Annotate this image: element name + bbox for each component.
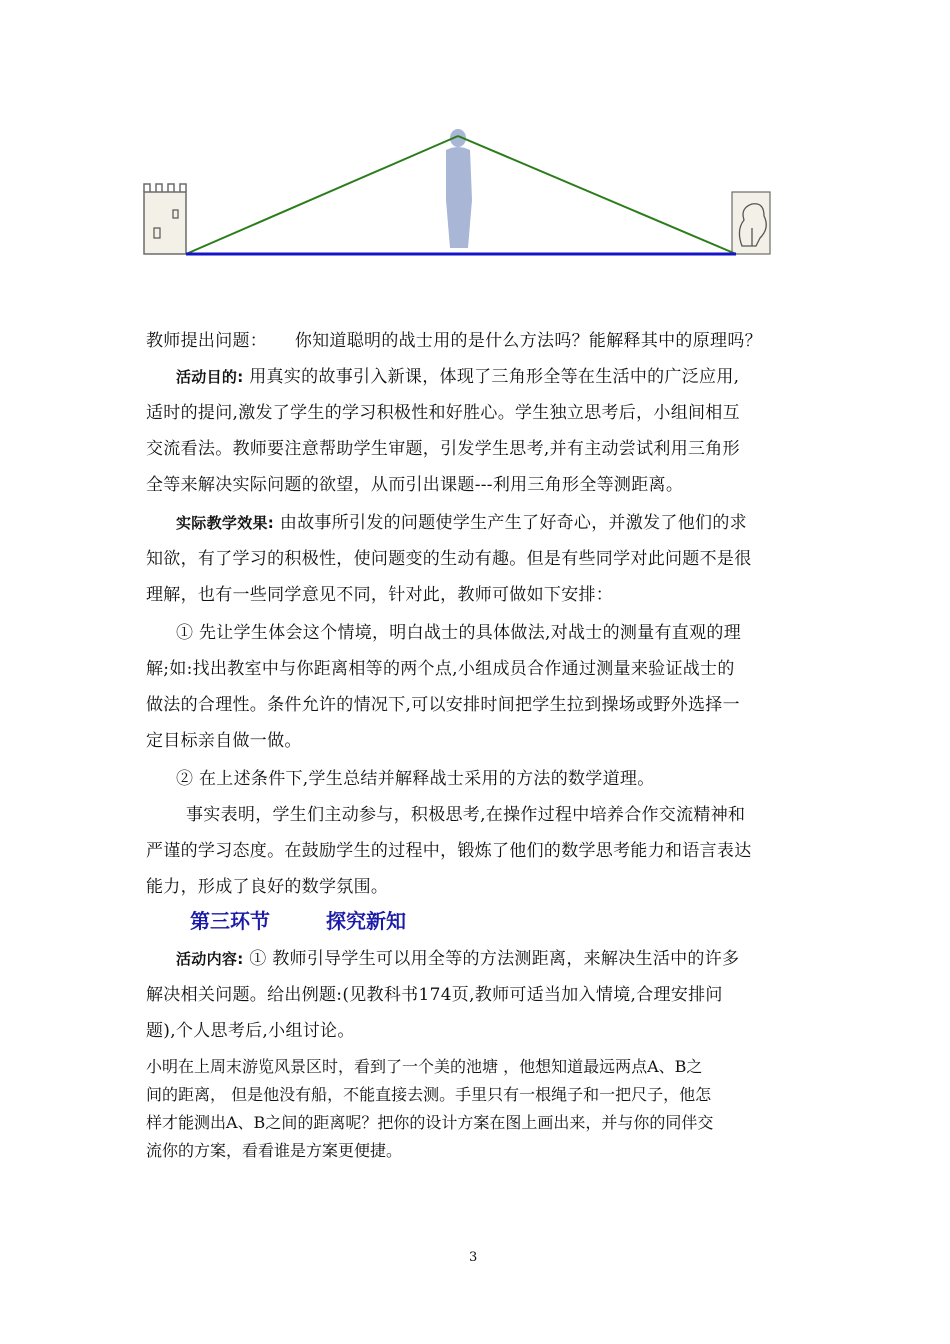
- tree-icon: [732, 192, 770, 254]
- problem-line-4: 流你的方案，看看谁是方案更便捷。: [146, 1141, 403, 1160]
- page-number: 3: [469, 1250, 478, 1265]
- item1-line-3: 做法的合理性。条件允许的情况下,可以安排时间把学生拉到操场或野外选择一: [146, 695, 740, 715]
- teacher-question: [146, 326, 826, 351]
- item1-line-1: ① 先让学生体会这个情境，明白战士的具体做法,对战士的测量有直观的理: [176, 623, 742, 643]
- fact-line-2: 严谨的学习态度。在鼓励学生的过程中，锻炼了他们的数学思考能力和语言表达: [146, 841, 752, 861]
- purpose-line-2: 适时的提问,激发了学生的学习积极性和好胜心。学生独立思考后，小组间相互: [146, 403, 740, 423]
- content-label: 活动内容:: [176, 950, 244, 968]
- section-heading: [190, 905, 462, 934]
- item2-line: ② 在上述条件下,学生总结并解释战士采用的方法的数学道理。: [176, 769, 655, 789]
- content-line-2: 解决相关问题。给出例题:(见教科书174页,教师可适当加入情境,合理安排问: [146, 985, 723, 1005]
- purpose-line-1: [176, 362, 856, 387]
- section-part2: 探究新知: [326, 909, 406, 933]
- content-line-1: [176, 944, 856, 969]
- effect-line-2: 知欲，有了学习的积极性，使问题变的生动有趣。但是有些同学对此问题不是很: [146, 549, 752, 569]
- green-line-left: [186, 136, 458, 254]
- tower-icon: [144, 184, 186, 254]
- problem-line-1: 小明在上周末游览风景区时，看到了一个美的池塘 ，他想知道最远两点A、B之: [146, 1057, 703, 1076]
- soldier-triangle-figure: [140, 120, 780, 270]
- soldier-icon: [446, 129, 472, 248]
- green-line-right: [458, 136, 736, 254]
- item1-line-2: 解;如:找出教室中与你距离相等的两个点,小组成员合作通过测量来验证战士的: [146, 659, 735, 679]
- content-text-1: ① 教师引导学生可以用全等的方法测距离，来解决生活中的许多: [249, 949, 740, 969]
- problem-line-3: 样才能测出A、B之间的距离呢？把你的设计方案在图上画出来，并与你的同伴交: [146, 1113, 714, 1132]
- effect-label: 实际教学效果:: [176, 514, 275, 532]
- purpose-text-1: 用真实的故事引入新课，体现了三角形全等在生活中的广泛应用,: [249, 367, 740, 387]
- content-line-3: 题),个人思考后,小组讨论。: [146, 1021, 355, 1041]
- item1-line-4: 定目标亲自做一做。: [146, 731, 302, 751]
- effect-line-3: 理解，也有一些同学意见不同，针对此，教师可做如下安排：: [146, 585, 614, 605]
- purpose-line-3: 交流看法。教师要注意帮助学生审题，引发学生思考,并有主动尝试利用三角形: [146, 439, 740, 459]
- triangle-diagram: [140, 120, 780, 270]
- question-text: 你知道聪明的战士用的是什么方法吗？能解释其中的原理吗？: [294, 331, 762, 351]
- purpose-line-4: 全等来解决实际问题的欲望，从而引出课题---利用三角形全等测距离。: [146, 475, 684, 495]
- problem-line-2: 间的距离， 但是他没有船，不能直接去测。手里只有一根绳子和一把尺子，他怎: [146, 1085, 712, 1104]
- effect-text-1: 由故事所引发的问题使学生产生了好奇心，并激发了他们的求: [279, 513, 747, 533]
- effect-line-1: [176, 508, 856, 533]
- section-part1: 第三环节: [190, 909, 270, 933]
- fact-line-1: 事实表明，学生们主动参与，积极思考,在操作过程中培养合作交流精神和: [186, 805, 746, 825]
- purpose-label: 活动目的:: [176, 368, 244, 386]
- question-prefix: 教师提出问题：: [146, 331, 268, 351]
- fact-line-3: 能力，形成了良好的数学氛围。: [146, 877, 389, 897]
